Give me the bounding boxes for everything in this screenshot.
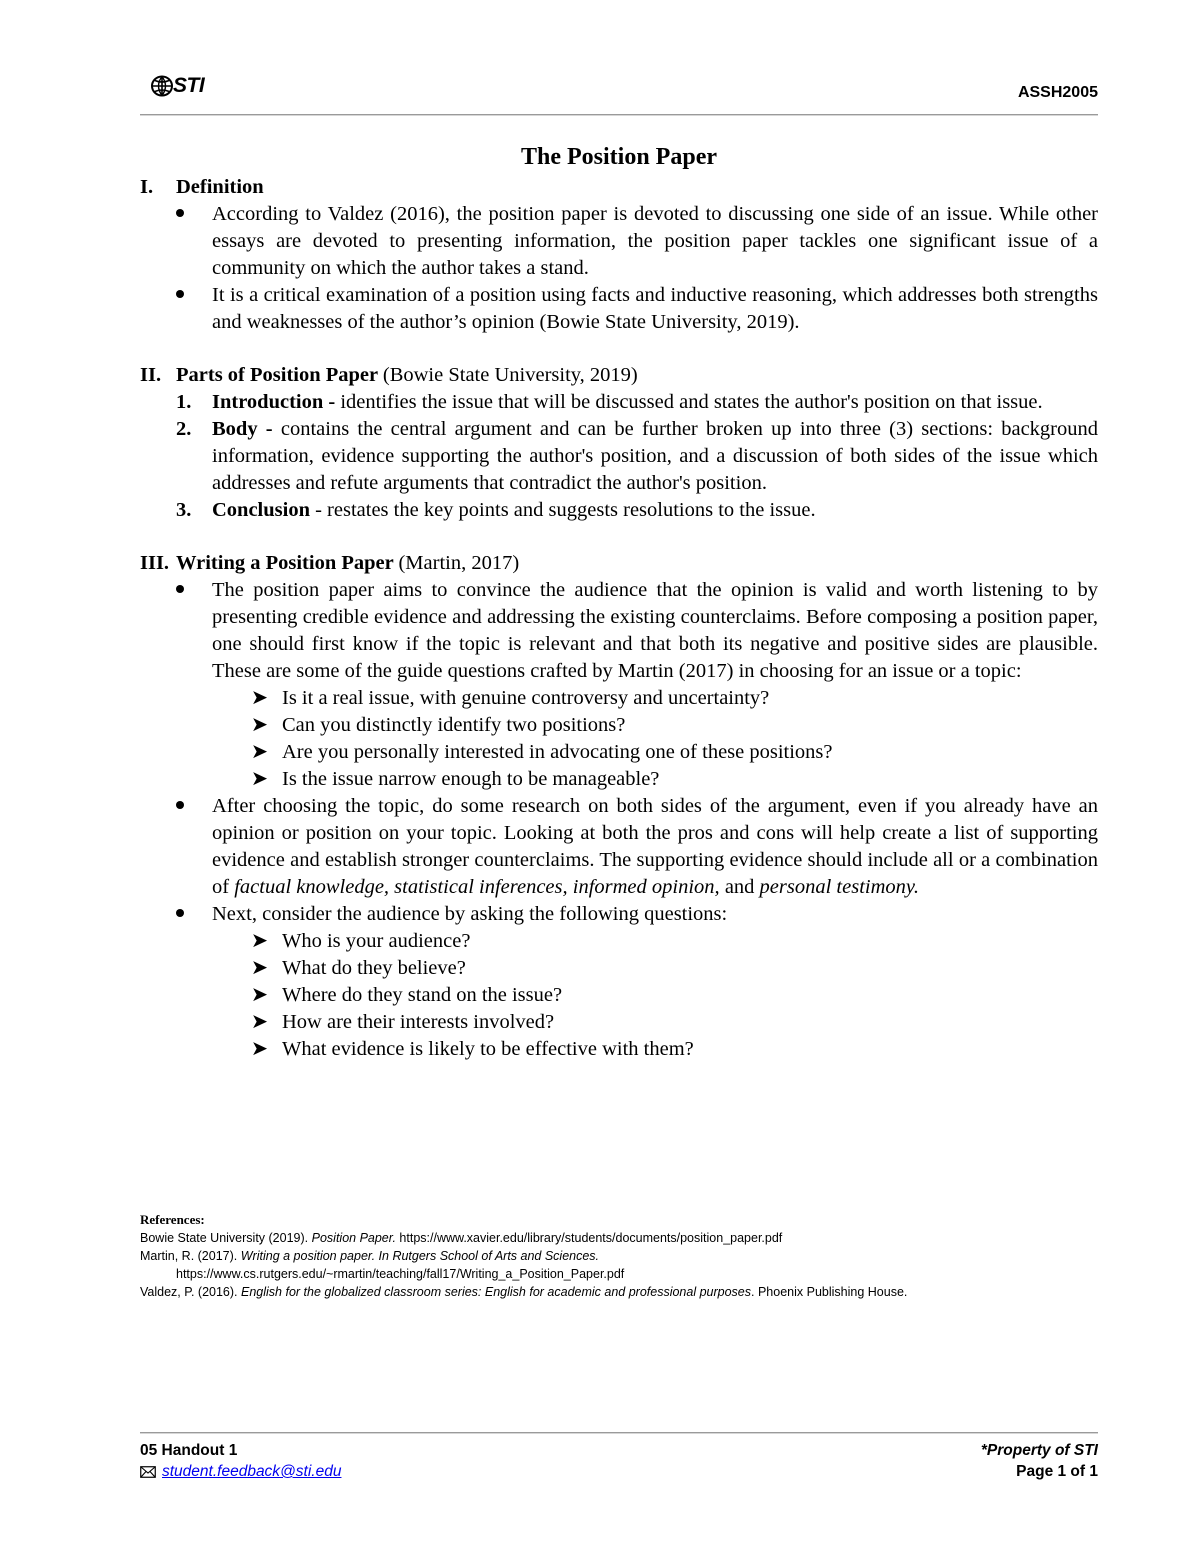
arrow-bullet-icon: ➤ [250,930,268,952]
reference-url[interactable]: https://www.xavier.edu/library/students/documents/position_paper.pdf [399,1231,783,1245]
references-heading: References: [140,1212,205,1227]
question-item [140,739,1098,766]
arrow-bullet-icon: ➤ [250,984,268,1006]
question-text: How are their interests involved? [282,1011,555,1033]
numbered-item [140,389,1098,416]
question-text: Where do they stand on the issue? [282,984,563,1006]
bullet-text: It is a critical examination of a position using facts and inductive reasoning, which addresses both strengths and weaknesses of the author’s opinion (Bowie State University, 2019). [212,284,1098,333]
question-item [140,1009,1098,1036]
numbered-item [140,497,1098,524]
list-item [140,901,1098,928]
arrow-bullet-icon: ➤ [250,687,268,709]
document-body [140,142,1098,1063]
page-header [140,70,1098,116]
page-number: Page 1 of 1 [1016,1463,1098,1480]
reference-author: Martin, R. (2017). [140,1249,238,1263]
reference-title: Position Paper. [311,1231,396,1245]
logo-text: STI [173,74,205,97]
item-text: - restates the key points and suggests resolutions to the issue. [315,499,816,521]
list-item [140,793,1098,901]
bullet-text: The position paper aims to convince the audience that the opinion is valid and worth listening to by presenting credible evidence and addressing the existing counterclaims. Before composing a position paper, one should first know if the topic is relevant and that both its negative and positive sides are plausible. These are some of the guide questions crafted by Martin (2017) in choosing for an issue or a topic: [212,579,1098,682]
section-number: I. [140,176,154,198]
question-item [140,955,1098,982]
feedback-email-link[interactable]: student.feedback@sti.edu [162,1463,342,1480]
section-number: III. [140,552,170,574]
question-text: Are you personally interested in advocating one of these positions? [282,741,833,763]
question-item [140,712,1098,739]
handout-label: 05 Handout 1 [140,1442,238,1459]
item-term: Conclusion [212,499,310,521]
question-text: Who is your audience? [282,930,471,952]
bullet-text: After choosing the topic, do some research on both sides of the argument, even if you already have an opinion or position on your topic. Looking at both the pros and cons will help create a list of supporting evidence and establish stronger counterclaims. The supporting evidence should include all or a combination of [212,795,1098,898]
numbered-item [140,416,1098,497]
question-item [140,982,1098,1009]
course-code: ASSH2005 [1017,84,1098,101]
section-citation: (Martin, 2017) [398,552,520,574]
question-item [140,766,1098,793]
question-text: Can you distinctly identify two positions? [282,714,626,736]
bullet-icon [140,901,212,928]
question-item [140,1036,1098,1063]
item-number: 2. [176,418,192,440]
reference-publisher: . Phoenix Publishing House. [751,1285,908,1299]
arrow-bullet-icon: ➤ [250,714,268,736]
bullet-icon [140,577,212,685]
question-text: Is it a real issue, with genuine controversy and uncertainty? [282,687,770,709]
page-title: The Position Paper [521,144,717,170]
mail-icon [140,1466,156,1478]
section-title: Parts of Position Paper [176,364,378,386]
item-term: Introduction - [212,391,336,413]
sti-logo [150,74,204,98]
bullet-text: and [724,876,755,898]
section-1-heading [140,174,1098,201]
section-2-heading [140,362,1098,389]
question-text: What do they believe? [282,957,466,979]
section-citation: (Bowie State University, 2019) [382,364,638,386]
globe-icon [150,75,174,97]
reference-url[interactable]: https://www.cs.rutgers.edu/~rmartin/teaching/fall17/Writing_a_Position_Paper.pdf [176,1267,625,1281]
item-number: 3. [176,499,192,521]
arrow-bullet-icon: ➤ [250,1011,268,1033]
item-text: contains the central argument and can be further broken up into three (3) sections: background information, evidence supporting the author's position, and a discussion of both sides of the issue which addresses and refute arguments that contradict the author's position. [212,418,1099,494]
emphasis-text: personal testimony. [759,876,919,898]
item-term: Body - [212,418,273,440]
references [140,1211,1098,1301]
list-item [140,577,1098,685]
arrow-bullet-icon: ➤ [250,957,268,979]
bullet-text: According to Valdez (2016), the position paper is devoted to discussing one side of an issue. While other essays are devoted to presenting information, the position paper tackles one significant issue of a community on which the author takes a stand. [212,203,1098,279]
item-text: identifies the issue that will be discussed and states the author's position on that issue. [340,391,1043,413]
reference-title: Writing a position paper. In Rutgers School of Arts and Sciences. [240,1249,600,1263]
question-text: What evidence is likely to be effective with them? [282,1038,694,1060]
bullet-icon [140,282,212,336]
section-number: II. [140,364,162,386]
reference-title: English for the globalized classroom series: English for academic and professional purposes [241,1285,752,1299]
property-label: *Property of STI [980,1442,1098,1459]
question-item [140,685,1098,712]
arrow-bullet-icon: ➤ [250,1038,268,1060]
list-item [140,282,1098,336]
bullet-text: Next, consider the audience by asking the following questions: [212,903,728,925]
emphasis-text: factual knowledge, statistical inferences, informed opinion, [234,876,720,898]
bullet-icon [140,793,212,901]
header-divider [140,114,1098,115]
reference-entry [140,1229,1098,1247]
list-item [140,201,1098,282]
bullet-icon [140,201,212,282]
footer-divider [140,1432,1098,1433]
reference-entry [140,1283,1098,1301]
section-title: Definition [176,176,264,198]
reference-author: Valdez, P. (2016). [140,1285,238,1299]
question-text: Is the issue narrow enough to be manageable? [282,768,660,790]
question-item [140,928,1098,955]
arrow-bullet-icon: ➤ [250,768,268,790]
item-number: 1. [176,391,192,413]
section-3-heading [140,550,1098,577]
section-title: Writing a Position Paper [176,552,394,574]
arrow-bullet-icon: ➤ [250,741,268,763]
reference-author: Bowie State University (2019). [140,1231,309,1245]
reference-entry [140,1247,1098,1265]
